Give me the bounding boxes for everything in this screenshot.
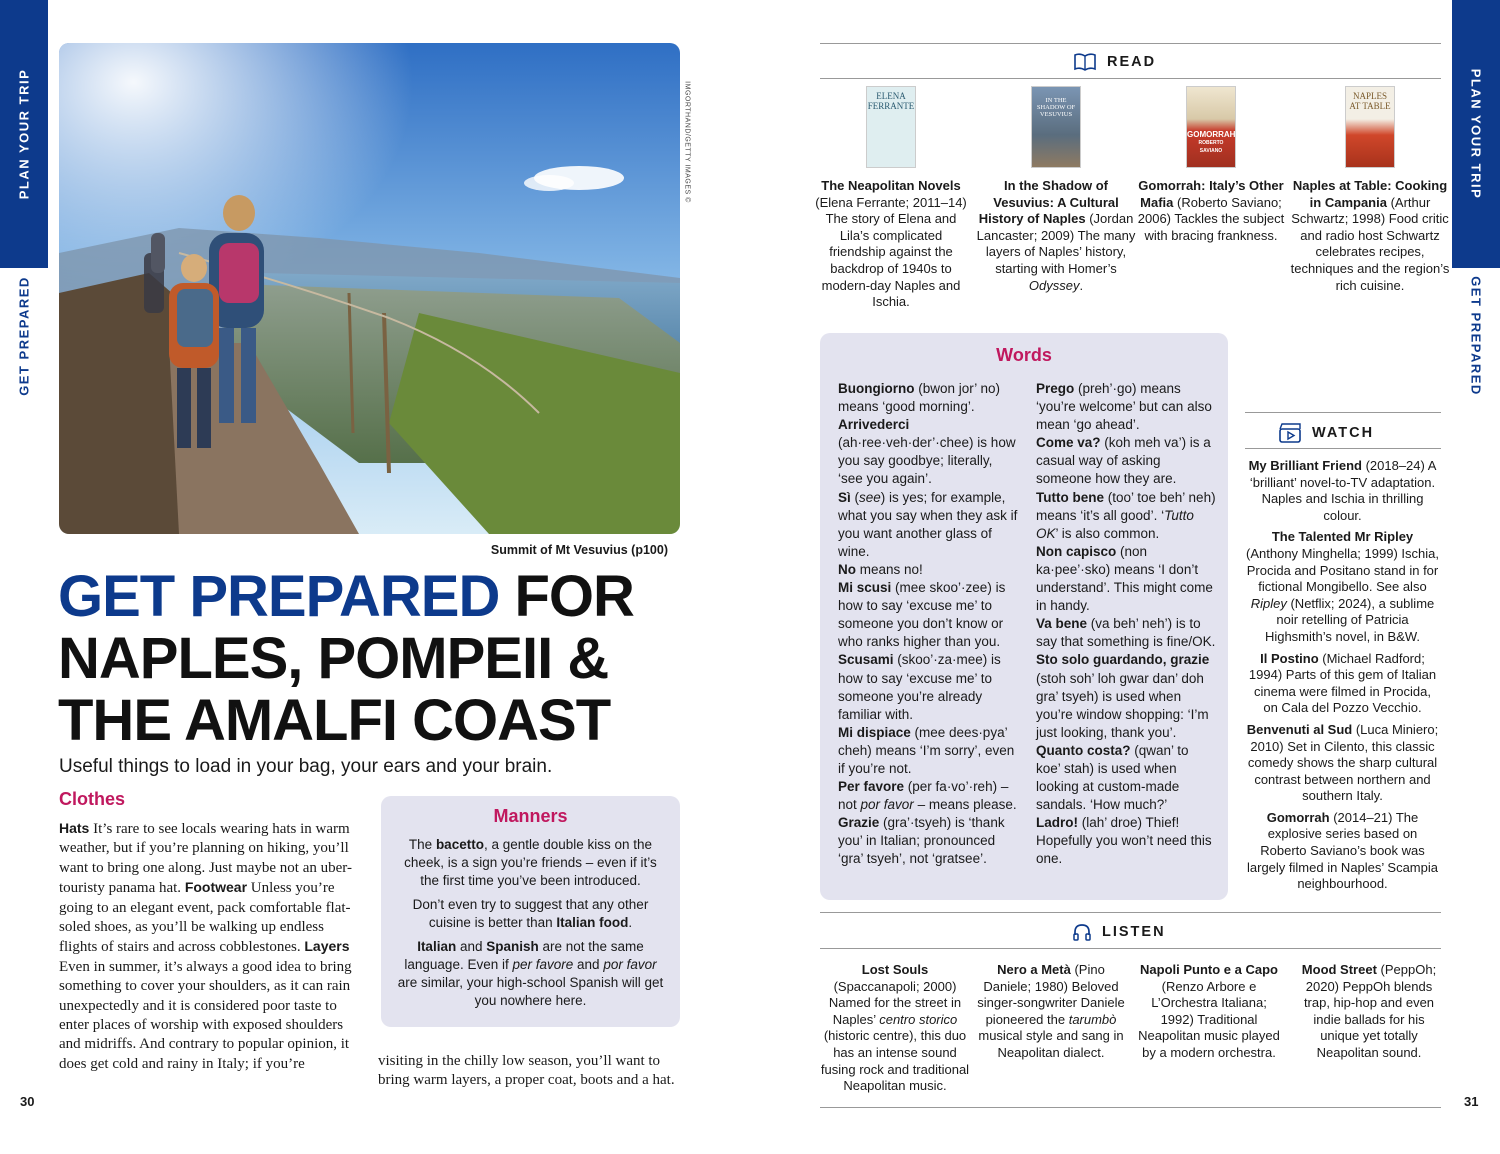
photo-credit-text: IMGORTHAND/GETTY IMAGES ©	[683, 81, 691, 203]
book-item: IN THE SHADOW OF VESUVIUS In the Shadow of Vesuvius: A Cultural History of Naples (Jordan Lancaster; 2009) The many layers of Naples’ history, starting with Homer’s Odyssey.	[976, 86, 1136, 294]
phrase-item: Come va? (koh meh va’) is a casual way of asking someone how they are.	[1036, 435, 1211, 487]
listen-rule-bottom	[820, 948, 1441, 949]
watch-label	[1278, 422, 1374, 444]
book-text: (Arthur Schwartz; 1998) Food critic and radio host Schwartz celebrates recipes, techniques and the region’s rich cuisine.	[1290, 194, 1450, 293]
book-cover: ELENA FERRANTE	[866, 86, 916, 168]
clothes-footwear-term: Footwear	[184, 879, 248, 896]
manners-heading: Manners	[493, 806, 568, 826]
side-tab-right	[1452, 0, 1500, 396]
clothes-layers-text: Even in summer, it’s always a good idea to bring something to cover your shoulders, as it can rain unexpectedly and it is considered poor taste to enter places of worship with exposed shoulders and midriffs. And contrary to popular opinion, it does get cold and rainy in Italy; if you’re	[59, 958, 352, 1072]
title-rest: FOR	[499, 564, 634, 629]
photo-caption: Summit of Mt Vesuvius (p100)	[490, 543, 668, 557]
watch-item: Gomorrah (2014–21) The explosive series based on Roberto Saviano’s book was largely filmed in Naples’ Scampia neighbourhood.	[1247, 809, 1438, 892]
watch-item: Il Postino (Michael Radford; 1994) Parts of this gem of Italian cinema were filmed in Procida, on Cala del Pozzo Vecchio.	[1248, 650, 1437, 716]
title-accent: GET PREPARED	[58, 564, 500, 629]
side-tab-plan-block	[0, 0, 48, 268]
phrase-item: Quanto costa? (qwan’ to koe’ stah) is used when looking at custom-made sandals. ‘How much?’	[1036, 742, 1189, 813]
book-icon	[1073, 52, 1097, 72]
book-text: (Elena Ferrante; 2011–14) The story of Elena and Lila’s complicated friendship against the backdrop of 1940s to modern-day Naples and Ischia.	[815, 194, 967, 310]
side-tab-get-label: GET PREPARED	[1468, 276, 1484, 396]
book-item	[1131, 86, 1291, 244]
headphones-icon	[1072, 922, 1092, 942]
book-cover: GOMORRAH ROBERTO SAVIANO	[1186, 86, 1236, 168]
page-subtitle: Useful things to load in your bag, your ears and your brain.	[59, 756, 553, 777]
watch-item: My Brilliant Friend (2018–24) A ‘brilliant’ novel-to-TV adaptation. Naples and Ischia in thrilling colour.	[1248, 458, 1437, 523]
phrase-item: Tutto bene (too’ toe beh’ neh) means ‘it’s all good’. ‘Tutto OK’ is also common.	[1036, 489, 1216, 541]
film-icon	[1278, 422, 1302, 444]
phrase-item: Mi scusi (mee skoo’·zee) is how to say ‘excuse me’ to someone you don’t know or who ranks higher than you.	[838, 580, 1006, 650]
phrase-item: Scusami (skoo’·za·mee) is how to say ‘excuse me’ to someone you’re already familiar with.	[838, 652, 1001, 722]
photo-credit	[680, 72, 694, 212]
words-col-1	[838, 380, 1018, 869]
manners-p3: Italian and Spanish are not the same language. Even if per favore and por favor are similar, your high-school Spanish will get you nowhere here.	[397, 939, 664, 1008]
phrase-item: Buongiorno (bwon jor’ no) means ‘good morning’.	[838, 381, 1001, 415]
manners-box	[381, 796, 680, 1027]
words-heading: Words	[996, 345, 1052, 365]
phrase-item: Sì (see) is yes; for example, what you say when they ask if you want another glass of wine.	[838, 489, 1018, 559]
page-number-right: 31	[1464, 1094, 1479, 1109]
side-tab-plan-label: PLAN YOUR TRIP	[1468, 68, 1484, 200]
listen-item: Napoli Punto e a Capo (Renzo Arbore e L’Orchestra Italiana; 1992) Traditional Neapolitan music played by a modern orchestra.	[1138, 962, 1280, 1060]
watch-list	[1245, 458, 1440, 898]
book-title: Naples at Table: Cooking in Campania	[1292, 178, 1448, 210]
listen-heading: LISTEN	[1102, 924, 1166, 940]
phrase-item: Ladro! (lah’ droe) Thief! Hopefully you won’t need this one.	[1036, 815, 1212, 867]
side-tab-left	[0, 0, 48, 396]
side-tab-get-label: GET PREPARED	[16, 276, 32, 396]
clothes-text-col2: visiting in the chilly low season, you’ll want to bring warm layers, a proper coat, boots and a hat.	[378, 1053, 675, 1089]
listen-rule-top	[820, 912, 1441, 913]
phrase-item: Non capisco (non ka·pee’·sko) means ‘I don’t understand’. This might come in handy.	[1036, 543, 1213, 614]
listen-item: Mood Street (PeppOh; 2020) PeppOh blends trap, hip-hop and even indie ballads for his unique yet totally Neapolitan sound.	[1301, 962, 1437, 1060]
watch-item: Benvenuti al Sud (Luca Miniero; 2010) Set in Cilento, this classic comedy shows the sharp cultural contrast between northern and southern Italy.	[1246, 721, 1439, 804]
clothes-hats-term: Hats	[59, 820, 90, 836]
book-text: (Jordan Lancaster; 2009) The many layers of Naples’ history, starting with Homer’s	[976, 211, 1136, 276]
page-title	[58, 566, 698, 752]
clothes-layers-term: Layers	[304, 938, 350, 955]
watch-rule-bottom	[1245, 448, 1441, 449]
phrase-item: Grazie (gra’·tsyeh) is ‘thank you’ in Italian; pronounced ‘gra’ tsyeh’, not ‘gratsee’.	[838, 815, 1005, 867]
watch-item: The Talented Mr Ripley (Anthony Minghella; 1999) Ischia, Procida and Positano stand in for fictional Mongibello. See also Ripley (Netflix; 2024), a sublime noir retelling of Patricia Highsmith’s novel, in B&W.	[1246, 529, 1439, 644]
clothes-hats-text: It’s rare to see locals wearing hats in warm weather, but if you’re planning on hiking, you’ll want to bring one along. Just maybe not an uber-touristy panama hat.	[59, 821, 352, 897]
phrase-item: Sto solo guardando, grazie (stoh soh’ loh gwar dan’ doh gra’ tsyeh) is used when you’re window shopping: ‘I’m just looking, thank you’.	[1036, 652, 1210, 740]
page-number-left: 30	[20, 1094, 35, 1109]
listen-label	[1072, 922, 1166, 942]
read-rule-bottom	[820, 78, 1441, 79]
manners-p1: The bacetto, a gentle double kiss on the cheek, is a sign you’re friends – even if it’s the first time you’ve been introduced.	[404, 837, 657, 888]
book-cover: IN THE SHADOW OF VESUVIUS	[1031, 86, 1081, 168]
read-label	[1073, 52, 1156, 72]
hero-photo	[59, 43, 680, 534]
listen-item: Nero a Metà (Pino Daniele; 1980) Beloved singer-songwriter Daniele pioneered the tarumbò musical style and sang in Neapolitan dialect.	[977, 962, 1125, 1060]
side-tab-plan-block	[1452, 0, 1500, 268]
book-cover: NAPLES AT TABLE	[1345, 86, 1395, 168]
words-col-2	[1036, 380, 1216, 869]
book-item	[811, 86, 971, 311]
read-heading: READ	[1107, 54, 1157, 70]
phrase-item: Per favore (per fa·vo’·reh) – not por favor – means please.	[838, 779, 1017, 813]
watch-heading: WATCH	[1312, 425, 1375, 441]
clothes-text-col1	[59, 819, 359, 1074]
side-tab-plan-label: PLAN YOUR TRIP	[16, 68, 32, 200]
listen-item: Lost Souls (Spaccanapoli; 2000) Named for the street in Naples’ centro storico (historic centre), this duo has an intense sound fusing rock and traditional Neapolitan music.	[820, 962, 970, 1094]
clothes-footwear-text: Unless you’re going to an elegant event, pack comfortable flat-soled shoes, as you’ll be walking up endless flights of stairs and across cobblestones.	[59, 880, 351, 956]
watch-rule-top	[1245, 412, 1441, 413]
book-item	[1290, 86, 1450, 294]
book-title: In the Shadow of Vesuvius: A Cultural History of Naples	[978, 178, 1119, 227]
clothes-heading: Clothes	[59, 789, 126, 809]
phrase-item: Arrivederci (ah·ree·veh·der’·chee) is how you say goodbye; literally, ‘see you again’.	[838, 417, 1016, 487]
book-title: The Neapolitan Novels	[821, 178, 961, 193]
phrase-item: Mi dispiace (mee dees·pya’ cheh) means ‘I’m sorry’, even if you’re not.	[838, 724, 1015, 776]
book-title: Gomorrah: Italy’s Other Mafia	[1138, 178, 1284, 210]
phrase-item: Va bene (va beh’ neh’) is to say that something is fine/OK.	[1036, 616, 1216, 650]
words-box	[820, 333, 1228, 900]
book-text: (Roberto Saviano; 2006) Tackles the subject with bracing frankness.	[1137, 194, 1285, 243]
phrase-item: Prego (preh’·go) means ‘you’re welcome’ but can also mean ‘go ahead’.	[1036, 381, 1212, 433]
title-line-3: THE AMALFI COAST	[58, 688, 611, 753]
title-line-2: NAPLES, POMPEII &	[58, 626, 609, 691]
phrase-item: No means no!	[838, 561, 923, 577]
read-rule-top	[820, 43, 1441, 44]
listen-rule-end	[820, 1107, 1441, 1108]
manners-p2: Don’t even try to suggest that any other cuisine is better than Italian food.	[412, 897, 649, 930]
